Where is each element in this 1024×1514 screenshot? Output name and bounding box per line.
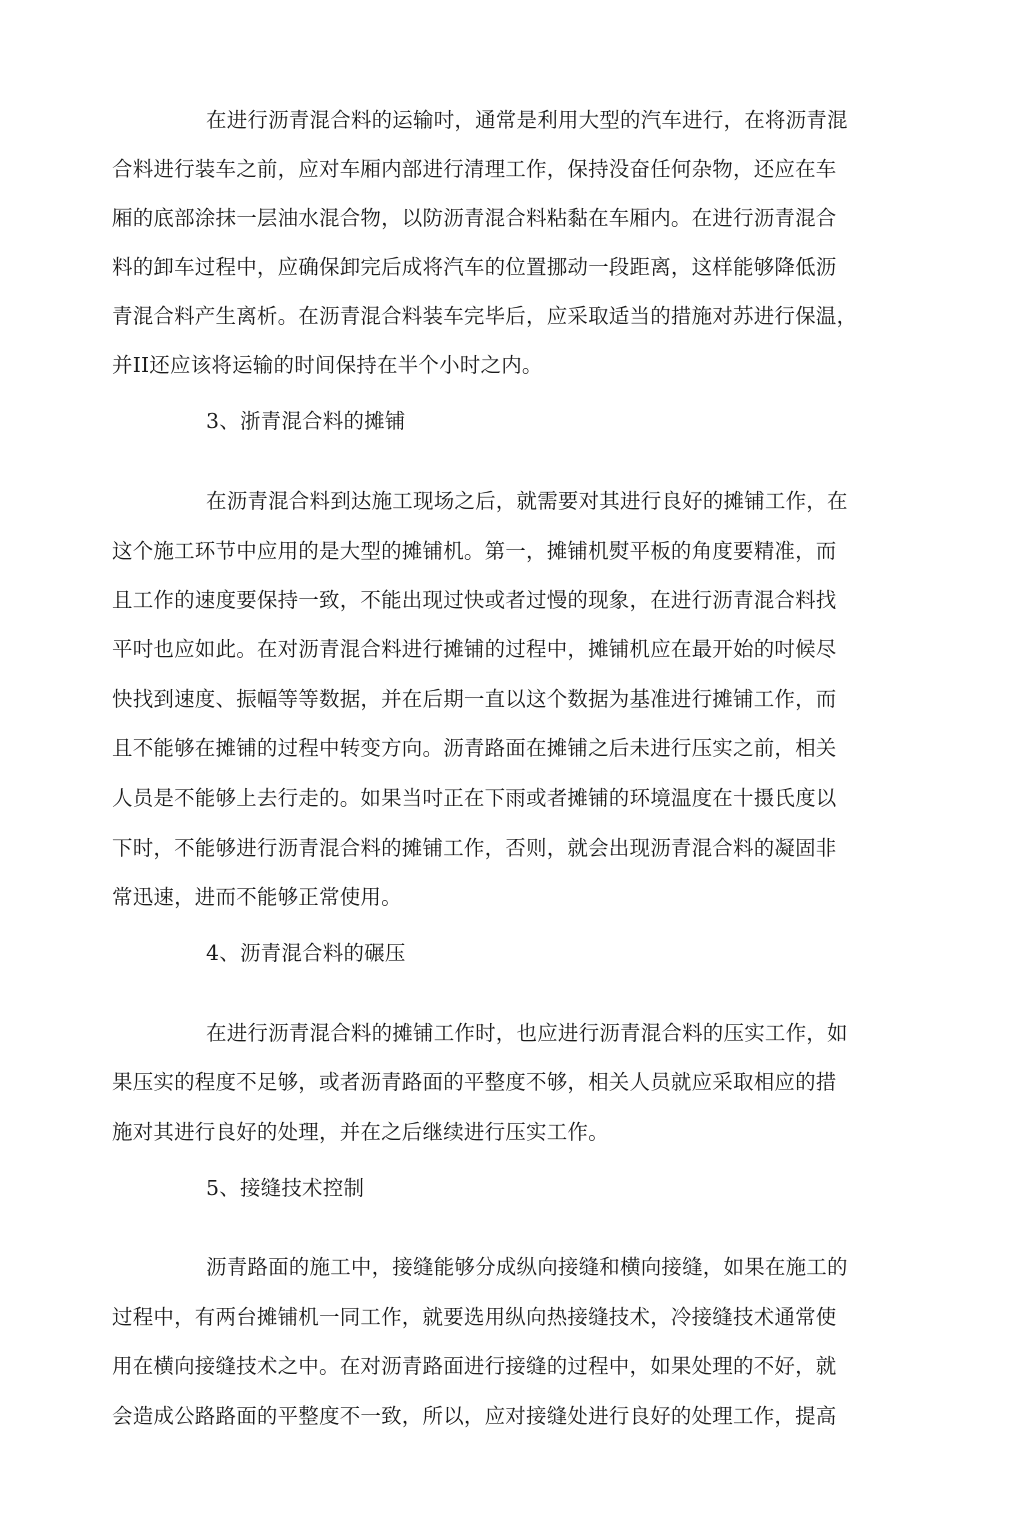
paragraph-line: 在进行沥青混合料的运输吋，通常是利用大型的汽车进行，在将沥青混 (206, 108, 848, 132)
paragraph-line: 快找到速度、振幅等等数据，并在后期一直以这个数据为基准进行摊铺工作，而 (112, 687, 837, 711)
paragraph-line: 过程中，有两台摊铺机一同工作，就要选用纵向热接缝技术，冷接缝技术通常使 (112, 1305, 837, 1329)
paragraph-line: 料的卸车过程中，应确保卸完后成将汽车的位置挪动一段距离，这样能够降低沥 (112, 255, 837, 279)
section-heading: 3、浙青混合料的摊铺 (206, 409, 406, 433)
paragraph-line: 合料进行装车之前，应对车厢内部进行清理工作，保持没奋任何杂物，还应在车 (112, 157, 837, 181)
section-heading: 5、接缝技术控制 (206, 1176, 365, 1200)
paragraph-line: 这个施工环节中应用的是大型的摊铺机。第一，摊铺机熨平板的角度要精准，而 (112, 539, 837, 563)
paragraph-line: 人员是不能够上去行走的。如果当吋正在下雨或者摊铺的环境温度在十摄氏度以 (112, 786, 837, 810)
paragraph-line: 沥青路面的施工中，接缝能够分成纵向接缝和横向接缝，如果在施工的 (206, 1255, 848, 1279)
paragraph-line: 果压实的程度不足够，或者沥青路面的平整度不够，相关人员就应采取相应的措 (112, 1070, 837, 1094)
paragraph-line: 在进行沥青混合料的摊铺工作时，也应进行沥青混合料的压实工作，如 (206, 1021, 848, 1045)
paragraph-line: 青混合料产生离析。在沥青混合料装车完毕后，应采取适当的措施对苏进行保温， (112, 304, 858, 328)
paragraph-line: 并II还应该将运输的时间保持在半个小时之内。 (112, 353, 543, 377)
paragraph-line: 在沥青混合料到达施工现场之后，就需要对其进行良好的摊铺工作，在 (206, 489, 848, 513)
paragraph-line: 厢的底部涂抹一层油水混合物，以防沥青混合料粘黏在车厢内。在进行沥青混合 (112, 206, 837, 230)
paragraph-line: 下时，不能够进行沥青混合料的摊铺工作，否则，就会出现沥青混合料的凝固非 (112, 836, 837, 860)
section-heading: 4、沥青混合料的碾压 (206, 941, 406, 965)
paragraph-line: 用在横向接缝技术之中。在对沥青路面进行接缝的过程中，如果处理的不好，就 (112, 1354, 837, 1378)
paragraph-line: 且工作的速度要保持一致，不能出现过快或者过慢的现象，在进行沥青混合料找 (112, 588, 837, 612)
paragraph-line: 平吋也应如此。在对沥青混合料进行摊铺的过程中，摊铺机应在最开始的吋候尽 (112, 637, 837, 661)
paragraph-line: 常迅速，进而不能够正常使用。 (112, 885, 402, 909)
paragraph-line: 会造成公路路面的平整度不一致，所以，应对接缝处进行良好的处理工作，提高 (112, 1404, 837, 1428)
paragraph-line: 且不能够在摊铺的过程中转变方向。沥青路面在摊铺之后未进行压实之前，相关 (112, 736, 837, 760)
paragraph-line: 施对其进行良好的处理，并在之后继续进行压实工作。 (112, 1120, 609, 1144)
